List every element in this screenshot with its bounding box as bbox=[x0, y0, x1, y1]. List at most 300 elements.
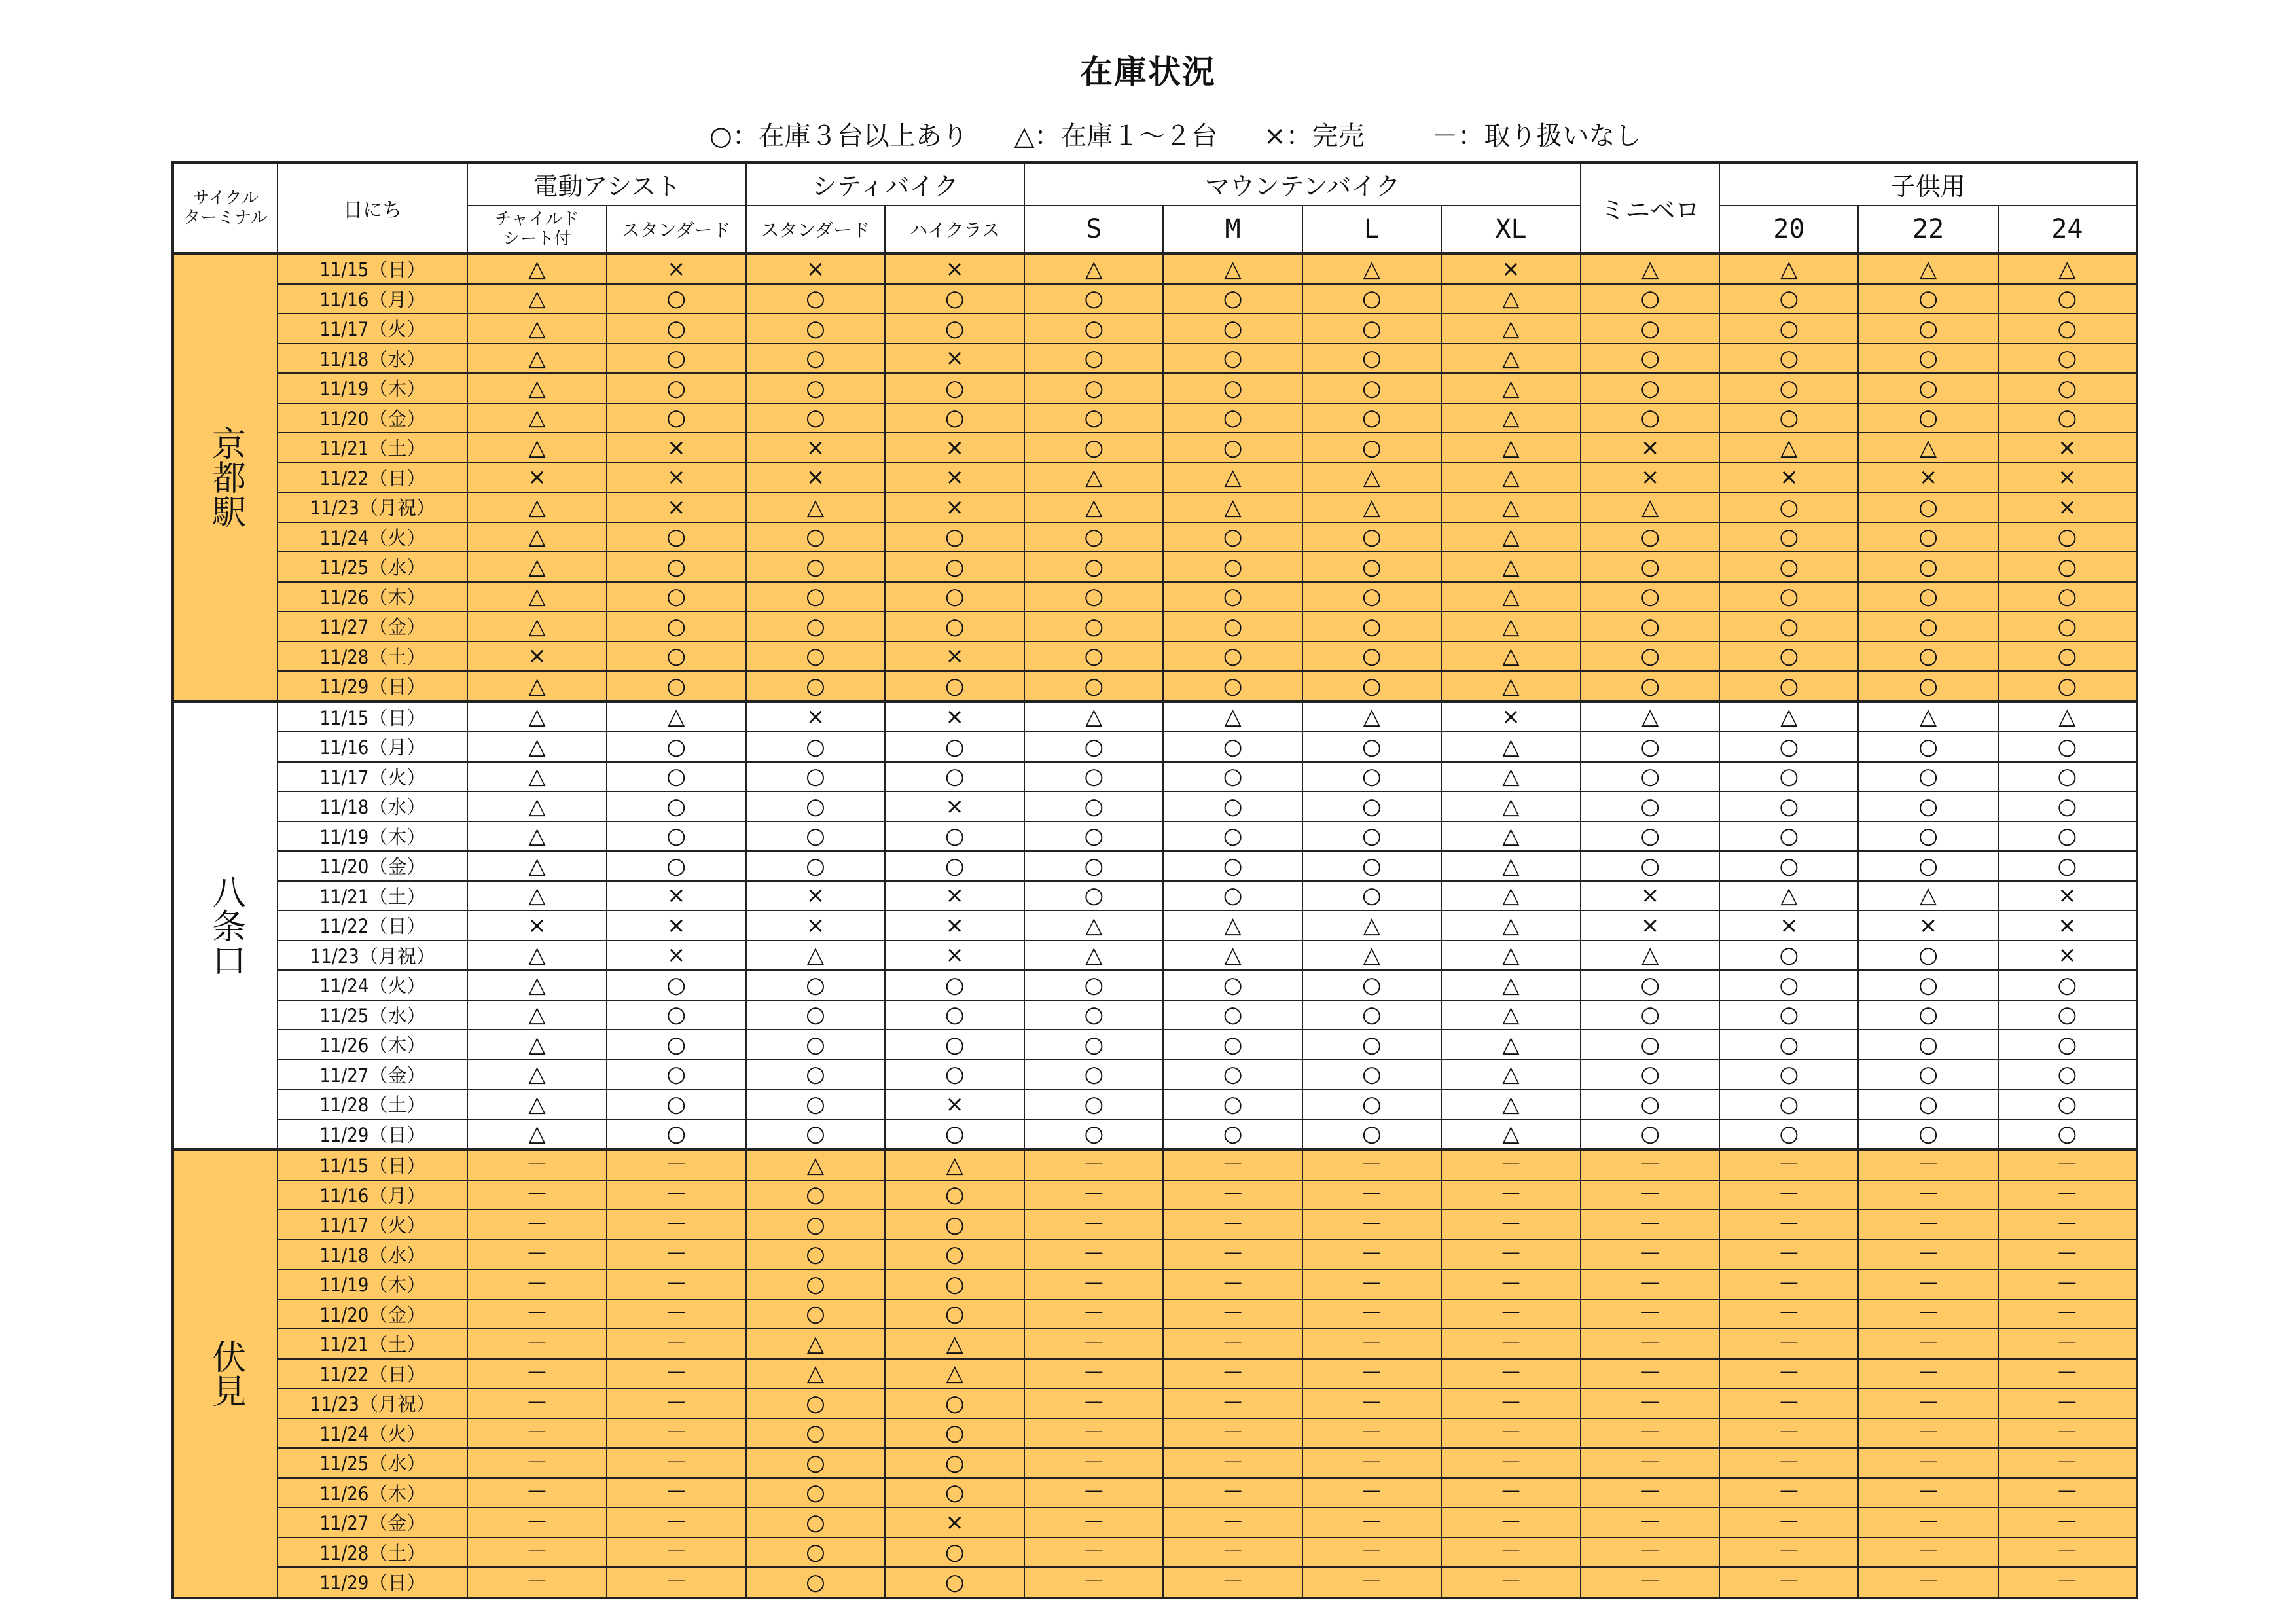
stock-mark-cell: － bbox=[607, 1180, 746, 1210]
stock-mark-cell: ○ bbox=[1024, 403, 1163, 433]
table-row bbox=[173, 373, 2137, 403]
stock-mark-cell: － bbox=[1441, 1418, 1581, 1449]
stock-mark-cell: △ bbox=[1441, 284, 1581, 314]
stock-mark-cell: － bbox=[1998, 1299, 2137, 1329]
stock-mark-cell: － bbox=[1024, 1418, 1163, 1449]
stock-mark-cell: ○ bbox=[746, 403, 885, 433]
stock-mark-cell: △ bbox=[467, 344, 606, 374]
stock-mark-cell: － bbox=[1302, 1210, 1441, 1240]
stock-mark-cell: △ bbox=[1163, 253, 1302, 284]
stock-mark-cell: ○ bbox=[1719, 611, 1858, 641]
stock-mark-cell: ○ bbox=[885, 403, 1024, 433]
stock-mark-cell: ○ bbox=[1302, 791, 1441, 821]
stock-mark-cell: ○ bbox=[1163, 821, 1302, 852]
stock-mark-cell: － bbox=[1719, 1538, 1858, 1568]
stock-mark-cell: ○ bbox=[746, 314, 885, 344]
stock-mark-cell: △ bbox=[467, 1060, 606, 1090]
stock-mark-cell: × bbox=[885, 433, 1024, 463]
header-kids-22: 22 bbox=[1858, 206, 1998, 253]
stock-mark-cell: ○ bbox=[1024, 522, 1163, 552]
stock-mark-cell: △ bbox=[1302, 463, 1441, 493]
stock-mark-cell: ○ bbox=[746, 1060, 885, 1090]
stock-mark-cell: ○ bbox=[1719, 373, 1858, 403]
stock-mark-cell: ○ bbox=[1302, 671, 1441, 702]
stock-mark-cell: △ bbox=[467, 403, 606, 433]
stock-mark-cell: △ bbox=[1441, 1119, 1581, 1150]
stock-mark-cell: ○ bbox=[1581, 732, 1719, 762]
legend-not-handled: －：取り扱いなし bbox=[1431, 121, 1641, 151]
stock-mark-cell: △ bbox=[1441, 611, 1581, 641]
stock-mark-cell: △ bbox=[1441, 671, 1581, 702]
stock-mark-cell: － bbox=[1998, 1567, 2137, 1598]
legend-low-stock: △：在庫１～２台 bbox=[1014, 121, 1218, 151]
stock-mark-cell: ○ bbox=[885, 522, 1024, 552]
stock-mark-cell: ○ bbox=[1581, 582, 1719, 612]
stock-mark-cell: － bbox=[1581, 1478, 1719, 1508]
header-mountain-bike: マウンテンバイク bbox=[1024, 162, 1581, 206]
stock-mark-cell: △ bbox=[467, 941, 606, 971]
stock-mark-cell: △ bbox=[1441, 1089, 1581, 1119]
stock-mark-cell: △ bbox=[1581, 702, 1719, 732]
stock-mark-cell: － bbox=[1581, 1269, 1719, 1299]
table-row bbox=[173, 821, 2137, 852]
table-row bbox=[173, 1359, 2137, 1389]
stock-mark-cell: ○ bbox=[1998, 403, 2137, 433]
stock-mark-cell: ○ bbox=[1302, 1000, 1441, 1030]
stock-mark-cell: △ bbox=[467, 970, 606, 1000]
stock-mark-cell: ○ bbox=[746, 552, 885, 582]
table-row bbox=[173, 344, 2137, 374]
stock-mark-cell: ○ bbox=[1998, 1000, 2137, 1030]
stock-mark-cell: ○ bbox=[1024, 641, 1163, 672]
stock-mark-cell: ○ bbox=[1998, 641, 2137, 672]
table-row bbox=[173, 1030, 2137, 1060]
stock-mark-cell: ○ bbox=[607, 671, 746, 702]
stock-mark-cell: － bbox=[1581, 1329, 1719, 1359]
stock-mark-cell: ○ bbox=[1581, 403, 1719, 433]
stock-mark-cell: △ bbox=[1581, 492, 1719, 522]
stock-mark-cell: ○ bbox=[885, 1388, 1024, 1418]
stock-mark-cell: － bbox=[1581, 1538, 1719, 1568]
stock-mark-cell: ○ bbox=[1719, 821, 1858, 852]
station-name: 八条口 bbox=[173, 702, 278, 1150]
date-cell: 11/26（木） bbox=[278, 582, 467, 612]
stock-mark-cell: △ bbox=[1858, 253, 1998, 284]
header-kids-20: 20 bbox=[1719, 206, 1858, 253]
stock-mark-cell: △ bbox=[1441, 344, 1581, 374]
stock-mark-cell: △ bbox=[885, 1149, 1024, 1180]
stock-mark-cell: △ bbox=[1441, 881, 1581, 911]
date-cell: 11/26（木） bbox=[278, 1030, 467, 1060]
stock-mark-cell: △ bbox=[467, 522, 606, 552]
stock-mark-cell: ○ bbox=[1302, 344, 1441, 374]
stock-mark-cell: － bbox=[1441, 1478, 1581, 1508]
stock-mark-cell: － bbox=[1163, 1448, 1302, 1478]
stock-mark-cell: △ bbox=[1441, 1060, 1581, 1090]
date-cell: 11/24（火） bbox=[278, 522, 467, 552]
stock-mark-cell: － bbox=[1302, 1149, 1441, 1180]
stock-mark-cell: ○ bbox=[746, 641, 885, 672]
stock-mark-cell: △ bbox=[467, 433, 606, 463]
stock-mark-cell: － bbox=[1441, 1507, 1581, 1538]
stock-mark-cell: － bbox=[1024, 1149, 1163, 1180]
stock-mark-cell: ○ bbox=[1998, 1089, 2137, 1119]
stock-mark-cell: ○ bbox=[1998, 791, 2137, 821]
stock-mark-cell: ○ bbox=[1302, 552, 1441, 582]
stock-mark-cell: ○ bbox=[746, 791, 885, 821]
stock-mark-cell: ○ bbox=[1858, 611, 1998, 641]
header-ea-standard: スタンダード bbox=[607, 206, 746, 253]
date-cell: 11/29（日） bbox=[278, 1119, 467, 1150]
stock-mark-cell: ○ bbox=[1163, 762, 1302, 792]
stock-mark-cell: ○ bbox=[1998, 762, 2137, 792]
stock-mark-cell: △ bbox=[467, 732, 606, 762]
stock-mark-cell: ○ bbox=[1163, 791, 1302, 821]
stock-mark-cell: ○ bbox=[1858, 851, 1998, 881]
stock-mark-cell: ○ bbox=[1581, 1119, 1719, 1150]
stock-mark-cell: × bbox=[885, 791, 1024, 821]
stock-mark-cell: △ bbox=[467, 373, 606, 403]
stock-mark-cell: × bbox=[607, 253, 746, 284]
stock-mark-cell: － bbox=[1581, 1180, 1719, 1210]
stock-mark-cell: ○ bbox=[1858, 791, 1998, 821]
table-row bbox=[173, 732, 2137, 762]
date-cell: 11/17（火） bbox=[278, 762, 467, 792]
stock-mark-cell: ○ bbox=[746, 1030, 885, 1060]
date-cell: 11/16（月） bbox=[278, 1180, 467, 1210]
stock-mark-cell: － bbox=[1163, 1240, 1302, 1270]
stock-mark-cell: ○ bbox=[746, 762, 885, 792]
stock-mark-cell: △ bbox=[467, 1089, 606, 1119]
table-row bbox=[173, 1507, 2137, 1538]
stock-mark-cell: ○ bbox=[885, 1180, 1024, 1210]
stock-mark-cell: ○ bbox=[746, 1567, 885, 1598]
stock-mark-cell: △ bbox=[467, 1000, 606, 1030]
stock-mark-cell: － bbox=[1998, 1329, 2137, 1359]
table-row bbox=[173, 1000, 2137, 1030]
header-minivelo: ミニベロ bbox=[1581, 162, 1719, 253]
stock-mark-cell: ○ bbox=[1998, 522, 2137, 552]
stock-mark-cell: ○ bbox=[1163, 552, 1302, 582]
stock-mark-cell: － bbox=[1302, 1388, 1441, 1418]
stock-mark-cell: × bbox=[607, 941, 746, 971]
stock-mark-cell: ○ bbox=[1024, 970, 1163, 1000]
header-city-standard: スタンダード bbox=[746, 206, 885, 253]
table-row bbox=[173, 1210, 2137, 1240]
stock-mark-cell: － bbox=[1024, 1448, 1163, 1478]
stock-mark-cell: ○ bbox=[1302, 970, 1441, 1000]
stock-mark-cell: △ bbox=[1302, 492, 1441, 522]
table-row bbox=[173, 1149, 2137, 1180]
stock-mark-cell: ○ bbox=[607, 791, 746, 821]
table-row bbox=[173, 671, 2137, 702]
stock-mark-cell: ○ bbox=[885, 1240, 1024, 1270]
stock-mark-cell: × bbox=[467, 641, 606, 672]
stock-mark-cell: ○ bbox=[1581, 1089, 1719, 1119]
stock-mark-cell: △ bbox=[1581, 253, 1719, 284]
stock-mark-cell: × bbox=[1858, 463, 1998, 493]
stock-mark-cell: × bbox=[1441, 253, 1581, 284]
stock-mark-cell: △ bbox=[1441, 373, 1581, 403]
stock-mark-cell: － bbox=[1858, 1359, 1998, 1389]
stock-mark-cell: － bbox=[1441, 1329, 1581, 1359]
table-row bbox=[173, 1089, 2137, 1119]
page-title: 在庫状況 bbox=[1080, 53, 1216, 91]
stock-mark-cell: × bbox=[746, 881, 885, 911]
stock-mark-cell: ○ bbox=[1024, 762, 1163, 792]
date-cell: 11/26（木） bbox=[278, 1478, 467, 1508]
stock-mark-cell: ○ bbox=[746, 1089, 885, 1119]
table-row bbox=[173, 253, 2137, 284]
table-row bbox=[173, 851, 2137, 881]
date-cell: 11/27（金） bbox=[278, 1060, 467, 1090]
stock-mark-cell: － bbox=[1581, 1507, 1719, 1538]
date-cell: 11/28（土） bbox=[278, 1089, 467, 1119]
stock-mark-cell: ○ bbox=[885, 1299, 1024, 1329]
stock-mark-cell: ○ bbox=[746, 611, 885, 641]
stock-mark-cell: ○ bbox=[607, 314, 746, 344]
table-row bbox=[173, 492, 2137, 522]
stock-mark-cell: ○ bbox=[1719, 582, 1858, 612]
stock-mark-cell: － bbox=[1581, 1567, 1719, 1598]
stock-mark-cell: － bbox=[607, 1149, 746, 1180]
stock-mark-cell: △ bbox=[1719, 881, 1858, 911]
stock-mark-cell: － bbox=[1163, 1210, 1302, 1240]
stock-mark-cell: ○ bbox=[1719, 641, 1858, 672]
stock-mark-cell: △ bbox=[1024, 463, 1163, 493]
header-terminal-line1: サイクル bbox=[192, 188, 259, 208]
date-cell: 11/22（日） bbox=[278, 463, 467, 493]
stock-mark-cell: △ bbox=[1024, 941, 1163, 971]
stock-mark-cell: △ bbox=[467, 284, 606, 314]
stock-mark-cell: × bbox=[746, 433, 885, 463]
stock-mark-cell: × bbox=[746, 463, 885, 493]
stock-mark-cell: ○ bbox=[1163, 284, 1302, 314]
stock-mark-cell: － bbox=[1163, 1329, 1302, 1359]
stock-mark-cell: － bbox=[1163, 1418, 1302, 1449]
station-name: 京都駅 bbox=[173, 253, 278, 702]
stock-mark-cell: － bbox=[1024, 1329, 1163, 1359]
stock-mark-cell: ○ bbox=[1998, 344, 2137, 374]
header-child-seat-line2: シート付 bbox=[503, 229, 571, 249]
stock-mark-cell: ○ bbox=[1302, 821, 1441, 852]
stock-mark-cell: ○ bbox=[607, 403, 746, 433]
stock-mark-cell: × bbox=[1719, 911, 1858, 941]
table-row bbox=[173, 881, 2137, 911]
header-mtb-xl: XL bbox=[1441, 206, 1581, 253]
stock-mark-cell: ○ bbox=[885, 1418, 1024, 1449]
stock-mark-cell: △ bbox=[1441, 314, 1581, 344]
stock-mark-cell: ○ bbox=[1858, 314, 1998, 344]
stock-mark-cell: ○ bbox=[1719, 522, 1858, 552]
stock-mark-cell: ○ bbox=[1719, 403, 1858, 433]
stock-mark-cell: ○ bbox=[885, 1478, 1024, 1508]
header-kids-24: 24 bbox=[1998, 206, 2137, 253]
stock-mark-cell: ○ bbox=[1581, 611, 1719, 641]
stock-mark-cell: ○ bbox=[1998, 1030, 2137, 1060]
stock-mark-cell: ○ bbox=[607, 1060, 746, 1090]
stock-mark-cell: － bbox=[1998, 1538, 2137, 1568]
table-row bbox=[173, 522, 2137, 552]
date-cell: 11/24（火） bbox=[278, 1418, 467, 1449]
stock-mark-cell: － bbox=[607, 1538, 746, 1568]
stock-mark-cell: △ bbox=[1719, 433, 1858, 463]
table-row bbox=[173, 611, 2137, 641]
stock-mark-cell: ○ bbox=[885, 762, 1024, 792]
stock-mark-cell: － bbox=[1581, 1388, 1719, 1418]
header-mtb-m: M bbox=[1163, 206, 1302, 253]
stock-mark-cell: － bbox=[467, 1478, 606, 1508]
stock-mark-cell: － bbox=[1998, 1269, 2137, 1299]
stock-mark-cell: × bbox=[607, 911, 746, 941]
stock-mark-cell: － bbox=[1163, 1507, 1302, 1538]
date-cell: 11/23（月祝） bbox=[278, 1388, 467, 1418]
stock-mark-cell: － bbox=[1719, 1180, 1858, 1210]
stock-mark-cell: － bbox=[467, 1388, 606, 1418]
stock-mark-cell: － bbox=[1302, 1448, 1441, 1478]
legend-in-stock: ○：在庫３台以上あり bbox=[709, 121, 968, 151]
stock-mark-cell: ○ bbox=[1581, 1030, 1719, 1060]
stock-mark-cell: ○ bbox=[607, 851, 746, 881]
stock-mark-cell: ○ bbox=[746, 1538, 885, 1568]
date-cell: 11/20（金） bbox=[278, 1299, 467, 1329]
stock-mark-cell: － bbox=[1581, 1418, 1719, 1449]
stock-mark-cell: △ bbox=[746, 1329, 885, 1359]
date-cell: 11/18（水） bbox=[278, 344, 467, 374]
stock-mark-cell: ○ bbox=[1581, 552, 1719, 582]
stock-mark-cell: ○ bbox=[1163, 732, 1302, 762]
stock-mark-cell: ○ bbox=[1719, 552, 1858, 582]
stock-mark-cell: ○ bbox=[1302, 762, 1441, 792]
stock-mark-cell: ○ bbox=[607, 373, 746, 403]
date-cell: 11/25（水） bbox=[278, 1448, 467, 1478]
stock-mark-cell: ○ bbox=[1719, 762, 1858, 792]
stock-mark-cell: － bbox=[467, 1538, 606, 1568]
stock-mark-cell: △ bbox=[1163, 463, 1302, 493]
date-cell: 11/17（火） bbox=[278, 314, 467, 344]
stock-mark-cell: － bbox=[1998, 1149, 2137, 1180]
stock-mark-cell: － bbox=[1858, 1538, 1998, 1568]
stock-mark-cell: － bbox=[1858, 1299, 1998, 1329]
stock-mark-cell: － bbox=[1024, 1538, 1163, 1568]
stock-mark-cell: △ bbox=[1163, 911, 1302, 941]
stock-mark-cell: ○ bbox=[1581, 284, 1719, 314]
stock-mark-cell: ○ bbox=[1302, 1119, 1441, 1150]
stock-mark-cell: △ bbox=[1441, 552, 1581, 582]
stock-mark-cell: － bbox=[1441, 1567, 1581, 1598]
stock-mark-cell: ○ bbox=[607, 611, 746, 641]
stock-mark-cell: ○ bbox=[1163, 1000, 1302, 1030]
stock-mark-cell: ○ bbox=[1581, 344, 1719, 374]
stock-mark-cell: － bbox=[1858, 1149, 1998, 1180]
table-row bbox=[173, 791, 2137, 821]
stock-mark-cell: ○ bbox=[1024, 821, 1163, 852]
table-row bbox=[173, 970, 2137, 1000]
stock-mark-cell: ○ bbox=[1998, 284, 2137, 314]
stock-mark-cell: － bbox=[1581, 1359, 1719, 1389]
stock-mark-cell: ○ bbox=[1163, 314, 1302, 344]
stock-mark-cell: × bbox=[885, 492, 1024, 522]
station-group-fushimi bbox=[173, 1149, 2137, 1598]
stock-mark-cell: ○ bbox=[885, 1448, 1024, 1478]
stock-mark-cell: － bbox=[1441, 1149, 1581, 1180]
table-row bbox=[173, 1180, 2137, 1210]
stock-mark-cell: ○ bbox=[1581, 671, 1719, 702]
stock-mark-cell: △ bbox=[467, 552, 606, 582]
stock-mark-cell: △ bbox=[1441, 851, 1581, 881]
stock-mark-cell: △ bbox=[1024, 702, 1163, 732]
stock-mark-cell: ○ bbox=[607, 821, 746, 852]
stock-mark-cell: － bbox=[1998, 1359, 2137, 1389]
stock-mark-cell: － bbox=[607, 1478, 746, 1508]
stock-mark-cell: ○ bbox=[885, 970, 1024, 1000]
stock-mark-cell: ○ bbox=[885, 851, 1024, 881]
stock-mark-cell: △ bbox=[1441, 403, 1581, 433]
stock-mark-cell: － bbox=[1998, 1418, 2137, 1449]
stock-mark-cell: ○ bbox=[1858, 344, 1998, 374]
stock-mark-cell: △ bbox=[1719, 702, 1858, 732]
stock-mark-cell: ○ bbox=[1163, 403, 1302, 433]
table-row bbox=[173, 941, 2137, 971]
date-cell: 11/21（土） bbox=[278, 881, 467, 911]
stock-mark-cell: × bbox=[885, 941, 1024, 971]
date-cell: 11/22（日） bbox=[278, 911, 467, 941]
stock-mark-cell: × bbox=[1998, 492, 2137, 522]
stock-mark-cell: － bbox=[607, 1388, 746, 1418]
date-cell: 11/19（木） bbox=[278, 373, 467, 403]
table-row bbox=[173, 641, 2137, 672]
table-row bbox=[173, 463, 2137, 493]
stock-mark-cell: × bbox=[607, 463, 746, 493]
stock-mark-cell: ○ bbox=[1163, 851, 1302, 881]
stock-mark-cell: ○ bbox=[1581, 1060, 1719, 1090]
stock-mark-cell: × bbox=[1998, 463, 2137, 493]
stock-mark-cell: △ bbox=[1441, 941, 1581, 971]
stock-mark-cell: ○ bbox=[885, 1210, 1024, 1240]
stock-mark-cell: ○ bbox=[1302, 1030, 1441, 1060]
stock-mark-cell: － bbox=[1163, 1299, 1302, 1329]
stock-mark-cell: － bbox=[607, 1299, 746, 1329]
stock-mark-cell: － bbox=[1719, 1507, 1858, 1538]
stock-mark-cell: × bbox=[1998, 911, 2137, 941]
stock-mark-cell: △ bbox=[1441, 492, 1581, 522]
stock-mark-cell: ○ bbox=[1024, 373, 1163, 403]
stock-mark-cell: － bbox=[1998, 1180, 2137, 1210]
stock-mark-cell: △ bbox=[1163, 941, 1302, 971]
stock-mark-cell: △ bbox=[1998, 702, 2137, 732]
stock-mark-cell: ○ bbox=[885, 671, 1024, 702]
stock-mark-cell: － bbox=[1998, 1240, 2137, 1270]
stock-mark-cell: ○ bbox=[1719, 671, 1858, 702]
stock-mark-cell: △ bbox=[1024, 492, 1163, 522]
stock-mark-cell: ○ bbox=[1024, 881, 1163, 911]
header-terminal bbox=[173, 162, 278, 253]
stock-mark-cell: △ bbox=[746, 1359, 885, 1389]
stock-mark-cell: ○ bbox=[1163, 1089, 1302, 1119]
stock-mark-cell: － bbox=[467, 1567, 606, 1598]
stock-mark-cell: － bbox=[1302, 1507, 1441, 1538]
stock-mark-cell: － bbox=[1858, 1180, 1998, 1210]
stock-mark-cell: － bbox=[1719, 1329, 1858, 1359]
stock-mark-cell: ○ bbox=[607, 344, 746, 374]
stock-mark-cell: × bbox=[746, 702, 885, 732]
stock-mark-cell: ○ bbox=[885, 552, 1024, 582]
stock-mark-cell: ○ bbox=[1858, 732, 1998, 762]
stock-mark-cell: － bbox=[1024, 1180, 1163, 1210]
stock-mark-cell: ○ bbox=[1858, 641, 1998, 672]
stock-mark-cell: ○ bbox=[1858, 522, 1998, 552]
stock-mark-cell: ○ bbox=[1581, 522, 1719, 552]
